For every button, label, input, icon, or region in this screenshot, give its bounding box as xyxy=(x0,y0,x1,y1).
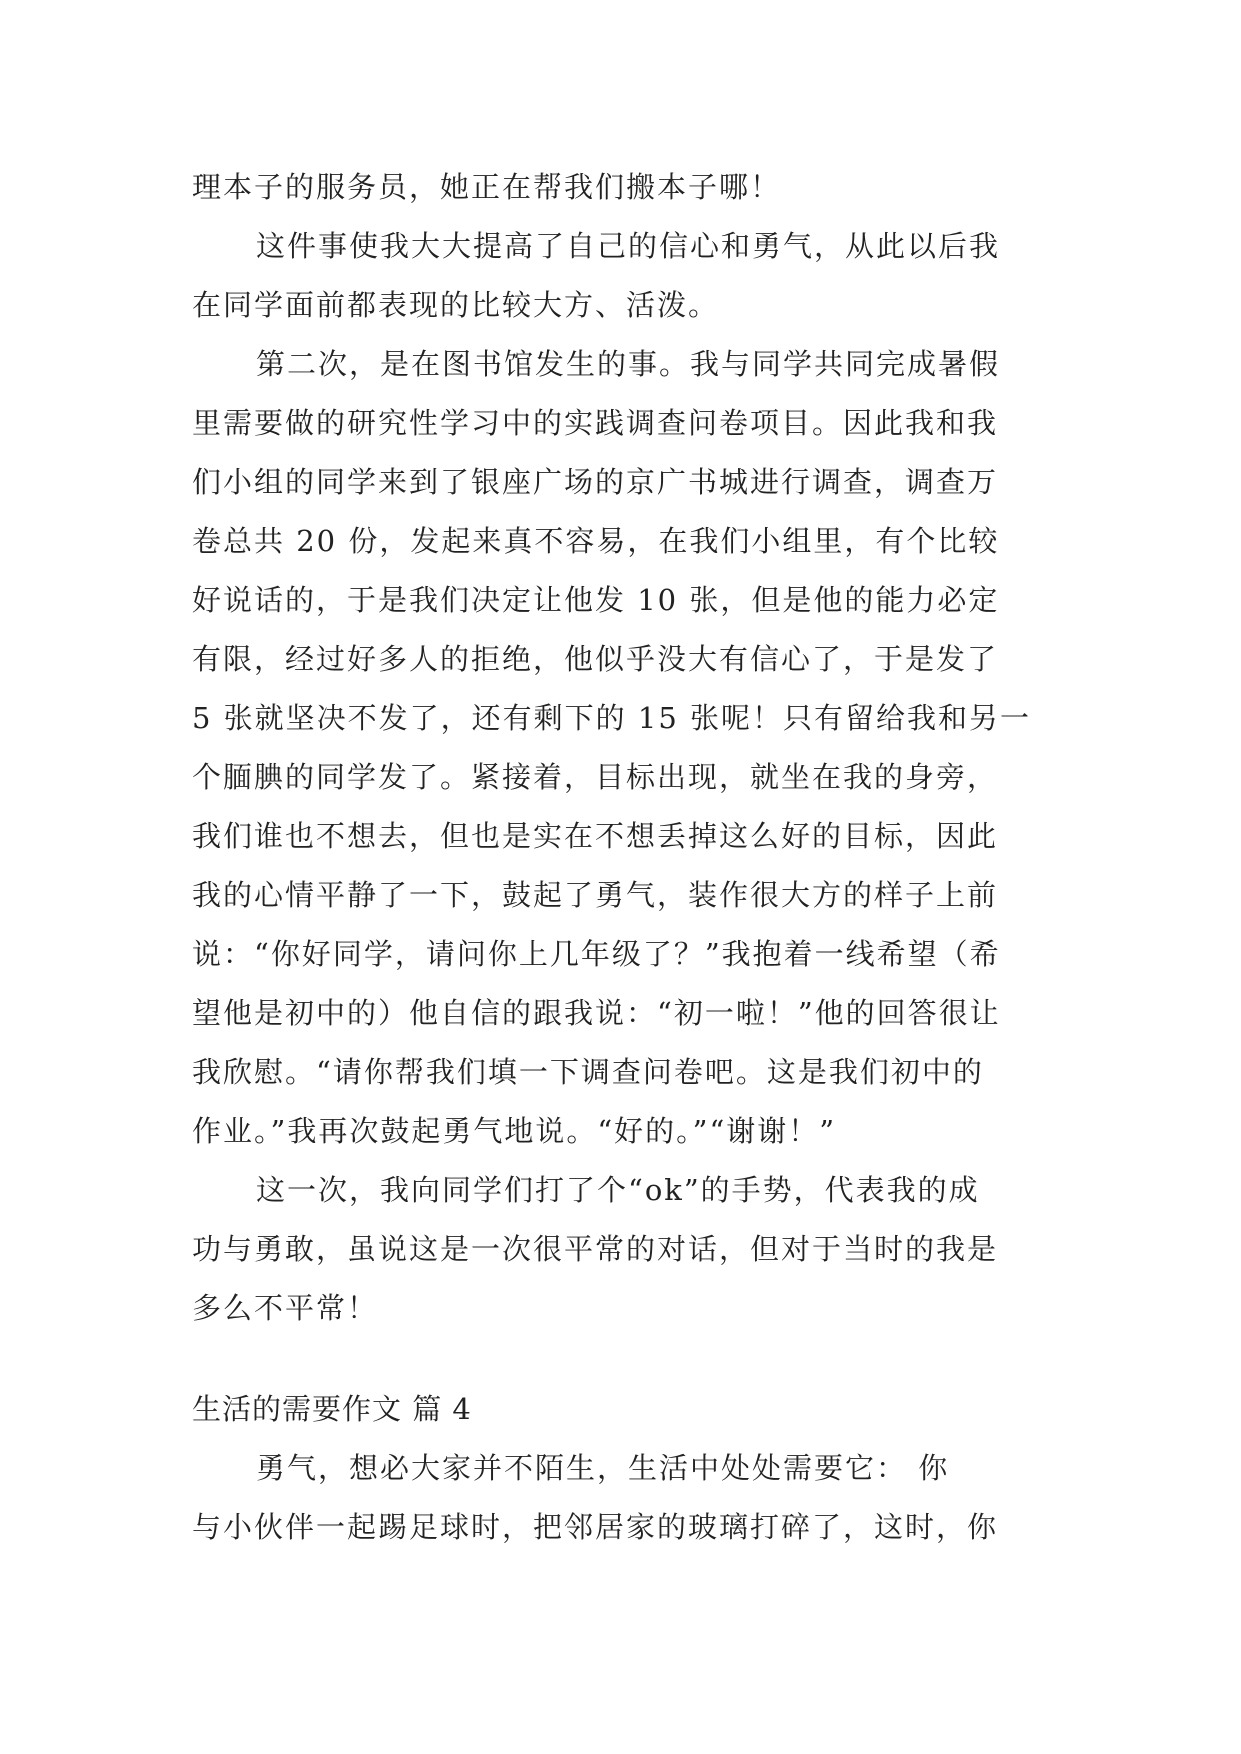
paragraph-start: 勇气，想必大家并不陌生，生活中处处需要它： 你 xyxy=(256,1451,950,1485)
text-line: 5 张就坚决不发了，还有剩下的 15 张呢！只有留给我和另一 xyxy=(192,701,1032,735)
section-heading: 生活的需要作文 篇 4 xyxy=(192,1392,472,1426)
text-line: 理本子的服务员，她正在帮我们搬本子哪！ xyxy=(192,170,782,204)
text-line: 作业。”我再次鼓起勇气地说。“好的。”“谢谢！” xyxy=(192,1114,837,1148)
text-line: 功与勇敢，虽说这是一次很平常的对话，但对于当时的我是 xyxy=(192,1232,999,1266)
text-line: 有限，经过好多人的拒绝，他似乎没大有信心了，于是发了 xyxy=(192,642,999,676)
text-line: 个腼腆的同学发了。紧接着，目标出现，就坐在我的身旁， xyxy=(192,760,999,794)
text-line: 里需要做的研究性学习中的实践调查问卷项目。因此我和我 xyxy=(192,406,999,440)
text-line: 好说话的，于是我们决定让他发 10 张，但是他的能力必定 xyxy=(192,583,1000,617)
section-spacer xyxy=(192,1338,1054,1380)
text-line: 我欣慰。“请你帮我们填一下调查问卷吧。这是我们初中的 xyxy=(192,1055,984,1089)
text-line: 多么不平常！ xyxy=(192,1291,379,1325)
text-line: 卷总共 20 份，发起来真不容易，在我们小组里，有个比较 xyxy=(192,524,1000,558)
text-line: 们小组的同学来到了银座广场的京广书城进行调查，调查万 xyxy=(192,465,999,499)
text-line: 望他是初中的）他自信的跟我说：“初一啦！”他的回答很让 xyxy=(192,996,1001,1030)
text-line: 与小伙伴一起踢足球时，把邻居家的玻璃打碎了，这时，你 xyxy=(192,1510,999,1544)
text-line: 我的心情平静了一下，鼓起了勇气，装作很大方的样子上前 xyxy=(192,878,999,912)
paragraph-start: 第二次，是在图书馆发生的事。我与同学共同完成暑假 xyxy=(256,347,1001,381)
text-line: 在同学面前都表现的比较大方、活泼。 xyxy=(192,288,720,322)
text-line: 我们谁也不想去，但也是实在不想丢掉这么好的目标，因此 xyxy=(192,819,999,853)
text-line: 说：“你好同学，请问你上几年级了？”我抱着一线希望（希 xyxy=(192,937,1001,971)
paragraph-start: 这件事使我大大提高了自己的信心和勇气，从此以后我 xyxy=(256,229,1001,263)
document-body xyxy=(192,158,1054,1557)
paragraph-start: 这一次，我向同学们打了个“ok”的手势，代表我的成 xyxy=(256,1173,980,1207)
